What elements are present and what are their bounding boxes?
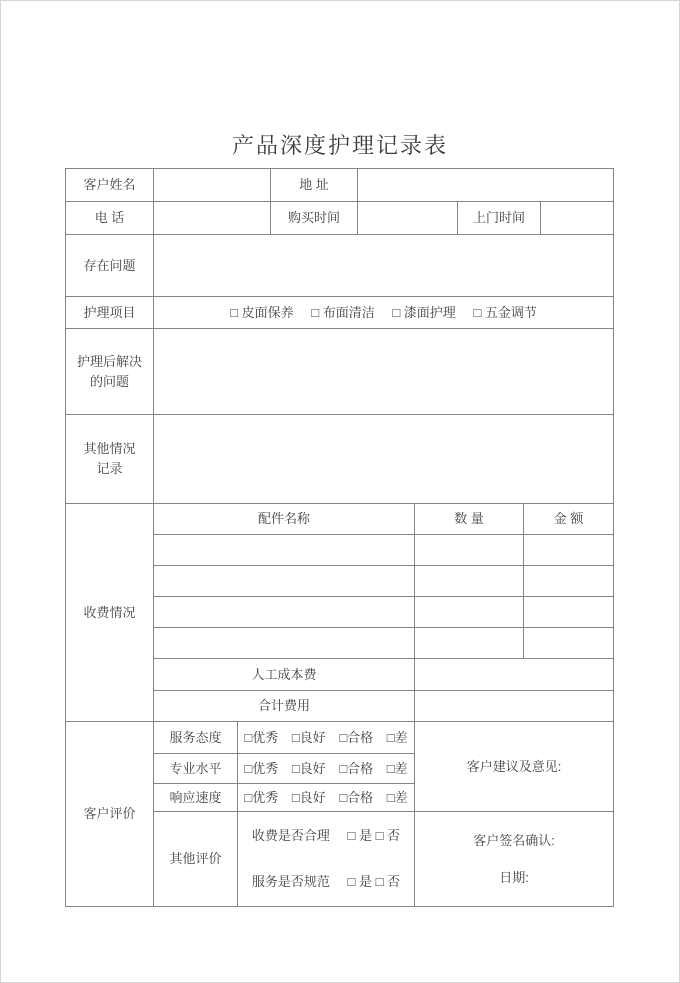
- checkbox-excellent[interactable]: □优秀: [244, 789, 279, 805]
- other-record-input[interactable]: [154, 415, 614, 504]
- table-row: [66, 202, 614, 235]
- checkbox-excellent[interactable]: □优秀: [244, 729, 279, 745]
- solved-problem-input[interactable]: [154, 329, 614, 415]
- accessory-amount-input[interactable]: [524, 535, 614, 566]
- checkbox-pass[interactable]: □合格: [339, 729, 374, 745]
- accessory-name-header: 配件名称: [154, 504, 415, 535]
- fee-section-label: 收费情况: [66, 504, 154, 722]
- checkbox-poor[interactable]: □差: [386, 789, 408, 805]
- checkbox-leather-care[interactable]: □ 皮面保养: [230, 304, 294, 320]
- accessory-name-input[interactable]: [154, 597, 415, 628]
- table-row: [66, 504, 614, 535]
- accessory-name-input[interactable]: [154, 535, 415, 566]
- checkbox-pass[interactable]: □合格: [339, 789, 374, 805]
- address-label: 地 址: [271, 169, 358, 202]
- table-row: [66, 722, 614, 754]
- accessory-name-input[interactable]: [154, 566, 415, 597]
- customer-suggestion-label: 客户建议及意见:: [466, 758, 562, 774]
- table-row: [66, 297, 614, 329]
- checkbox-hardware-adjust[interactable]: □ 五金调节: [473, 304, 537, 320]
- total-cost-input[interactable]: [415, 691, 614, 722]
- date-label: 日期:: [499, 869, 529, 885]
- accessory-qty-input[interactable]: [415, 566, 524, 597]
- fee-reasonable-label: 收费是否合理: [251, 828, 330, 843]
- visit-time-input[interactable]: [541, 202, 614, 235]
- checkbox-fee-reasonable-yes-no[interactable]: □ 是 □ 否: [347, 828, 401, 843]
- amount-header: 金 额: [524, 504, 614, 535]
- checkbox-poor[interactable]: □差: [386, 729, 408, 745]
- fee-reasonable-row: [238, 827, 414, 845]
- total-cost-label: 合计费用: [154, 691, 415, 722]
- checkbox-paint-care[interactable]: □ 漆面护理: [392, 304, 456, 320]
- labor-cost-input[interactable]: [415, 659, 614, 691]
- customer-suggestion-cell[interactable]: [415, 722, 614, 812]
- visit-time-label: 上门时间: [458, 202, 541, 235]
- response-speed-label: 响应速度: [154, 784, 238, 812]
- signature-cell[interactable]: [415, 812, 614, 907]
- evaluation-section-label: 客户评价: [66, 722, 154, 907]
- accessory-qty-input[interactable]: [415, 535, 524, 566]
- quantity-header: 数 量: [415, 504, 524, 535]
- service-standard-label: 服务是否规范: [251, 874, 330, 889]
- existing-problem-input[interactable]: [154, 235, 614, 297]
- checkbox-fabric-clean[interactable]: □ 布面清洁: [311, 304, 375, 320]
- signature-label: 客户签名确认:: [473, 832, 555, 848]
- purchase-time-input[interactable]: [358, 202, 458, 235]
- table-row: [66, 329, 614, 415]
- other-evaluation-options: [238, 812, 415, 907]
- checkbox-good[interactable]: □良好: [291, 789, 326, 805]
- solved-problem-label: 护理后解决 的问题: [66, 329, 154, 415]
- phone-input[interactable]: [154, 202, 271, 235]
- other-record-label: 其他情况 记录: [66, 415, 154, 504]
- response-speed-rating: [238, 784, 415, 812]
- table-row: [66, 415, 614, 504]
- labor-cost-label: 人工成本费: [154, 659, 415, 691]
- checkbox-poor[interactable]: □差: [386, 760, 408, 776]
- address-input[interactable]: [358, 169, 614, 202]
- accessory-amount-input[interactable]: [524, 566, 614, 597]
- customer-name-input[interactable]: [154, 169, 271, 202]
- purchase-time-label: 购买时间: [271, 202, 358, 235]
- accessory-amount-input[interactable]: [524, 597, 614, 628]
- table-row: [66, 169, 614, 202]
- professional-level-rating: [238, 754, 415, 784]
- checkbox-good[interactable]: □良好: [291, 760, 326, 776]
- service-standard-row: [238, 873, 414, 891]
- checkbox-excellent[interactable]: □优秀: [244, 760, 279, 776]
- service-attitude-label: 服务态度: [154, 722, 238, 754]
- phone-label: 电 话: [66, 202, 154, 235]
- form-title: 产品深度护理记录表: [231, 133, 448, 158]
- accessory-amount-input[interactable]: [524, 628, 614, 659]
- care-item-label: 护理项目: [66, 297, 154, 329]
- checkbox-pass[interactable]: □合格: [339, 760, 374, 776]
- care-item-options: [154, 297, 614, 329]
- checkbox-service-standard-yes-no[interactable]: □ 是 □ 否: [347, 874, 401, 889]
- professional-level-label: 专业水平: [154, 754, 238, 784]
- accessory-qty-input[interactable]: [415, 628, 524, 659]
- accessory-name-input[interactable]: [154, 628, 415, 659]
- existing-problem-label: 存在问题: [66, 235, 154, 297]
- checkbox-good[interactable]: □良好: [291, 729, 326, 745]
- service-attitude-rating: [238, 722, 415, 754]
- other-evaluation-label: 其他评价: [154, 812, 238, 907]
- accessory-qty-input[interactable]: [415, 597, 524, 628]
- table-row: [66, 235, 614, 297]
- customer-name-label: 客户姓名: [66, 169, 154, 202]
- care-record-table: [65, 168, 614, 907]
